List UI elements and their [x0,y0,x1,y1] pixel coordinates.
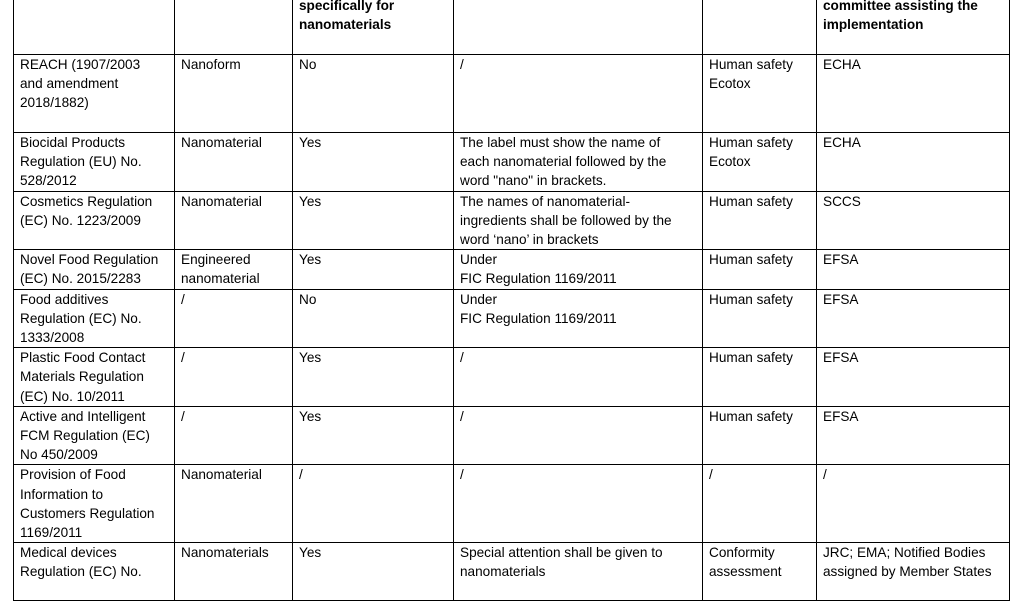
cell-scope: Conformity assessment [703,543,817,601]
cell-scope: Human safety [703,250,817,289]
cell-labelling: The names of nanomaterial- ingredients shall be followed by the word ‘nano’ in brackets [454,191,703,250]
cell-specific: Yes [293,406,454,465]
cell-labelling: / [454,406,703,465]
cell-term: / [175,406,293,465]
cell-specific: Yes [293,250,454,289]
cell-term: Engineered nanomaterial [175,250,293,289]
cell-term: Nanoform [175,55,293,133]
cell-term: / [175,289,293,348]
cell-agency: ECHA [817,133,1010,192]
table-row [14,289,1010,348]
table-header-row [14,0,1010,55]
cell-agency: EFSA [817,348,1010,407]
header-cell-agency: committee assisting the implementation [817,0,1010,55]
table-row [14,55,1010,133]
cell-specific: No [293,55,454,133]
cell-labelling: Under FIC Regulation 1169/2011 [454,250,703,289]
table-row [14,406,1010,465]
header-cell-specific: specifically for nanomaterials [293,0,454,55]
cell-labelling: Special attention shall be given to nanomaterials [454,543,703,601]
cell-regulation: Plastic Food Contact Materials Regulation (EC) No. 10/2011 [14,348,175,407]
cell-labelling: / [454,348,703,407]
cell-regulation: Active and Intelligent FCM Regulation (EC) No 450/2009 [14,406,175,465]
cell-labelling: / [454,55,703,133]
table-row [14,133,1010,192]
cell-scope: Human safety [703,406,817,465]
cell-labelling: Under FIC Regulation 1169/2011 [454,289,703,348]
cell-regulation: Cosmetics Regulation (EC) No. 1223/2009 [14,191,175,250]
header-cell-labelling [454,0,703,55]
cell-term: Nanomaterial [175,191,293,250]
cell-agency: EFSA [817,289,1010,348]
cell-agency: ECHA [817,55,1010,133]
nanomaterial-regulations-table [13,0,1010,601]
cell-scope: Human safety [703,289,817,348]
header-cell-term [175,0,293,55]
cell-regulation: Provision of Food Information to Customers Regulation 1169/2011 [14,465,175,543]
cell-regulation: Medical devices Regulation (EC) No. [14,543,175,601]
cell-specific: Yes [293,133,454,192]
cell-term: Nanomaterial [175,465,293,543]
cell-specific: Yes [293,191,454,250]
cell-specific: No [293,289,454,348]
cell-agency: / [817,465,1010,543]
cell-labelling: The label must show the name of each nanomaterial followed by the word "nano" in brackets. [454,133,703,192]
cell-term: / [175,348,293,407]
cell-specific: / [293,465,454,543]
cell-scope: / [703,465,817,543]
cell-regulation: Novel Food Regulation (EC) No. 2015/2283 [14,250,175,289]
cell-agency: EFSA [817,250,1010,289]
cell-scope: Human safety [703,348,817,407]
document-page [13,0,1009,601]
cell-labelling: / [454,465,703,543]
cell-scope: Human safety Ecotox [703,133,817,192]
table-row [14,465,1010,543]
cell-term: Nanomaterial [175,133,293,192]
cell-agency: SCCS [817,191,1010,250]
cell-term: Nanomaterials [175,543,293,601]
table-row [14,250,1010,289]
header-cell-scope [703,0,817,55]
cell-scope: Human safety [703,191,817,250]
cell-agency: JRC; EMA; Notified Bodies assigned by Member States [817,543,1010,601]
table-row [14,543,1010,601]
cell-agency: EFSA [817,406,1010,465]
cell-regulation: REACH (1907/2003 and amendment 2018/1882) [14,55,175,133]
cell-scope: Human safety Ecotox [703,55,817,133]
header-cell-regulation [14,0,175,55]
cell-specific: Yes [293,543,454,601]
table-row [14,348,1010,407]
table-row [14,191,1010,250]
cell-regulation: Food additives Regulation (EC) No. 1333/2008 [14,289,175,348]
cell-specific: Yes [293,348,454,407]
cell-regulation: Biocidal Products Regulation (EU) No. 528/2012 [14,133,175,192]
